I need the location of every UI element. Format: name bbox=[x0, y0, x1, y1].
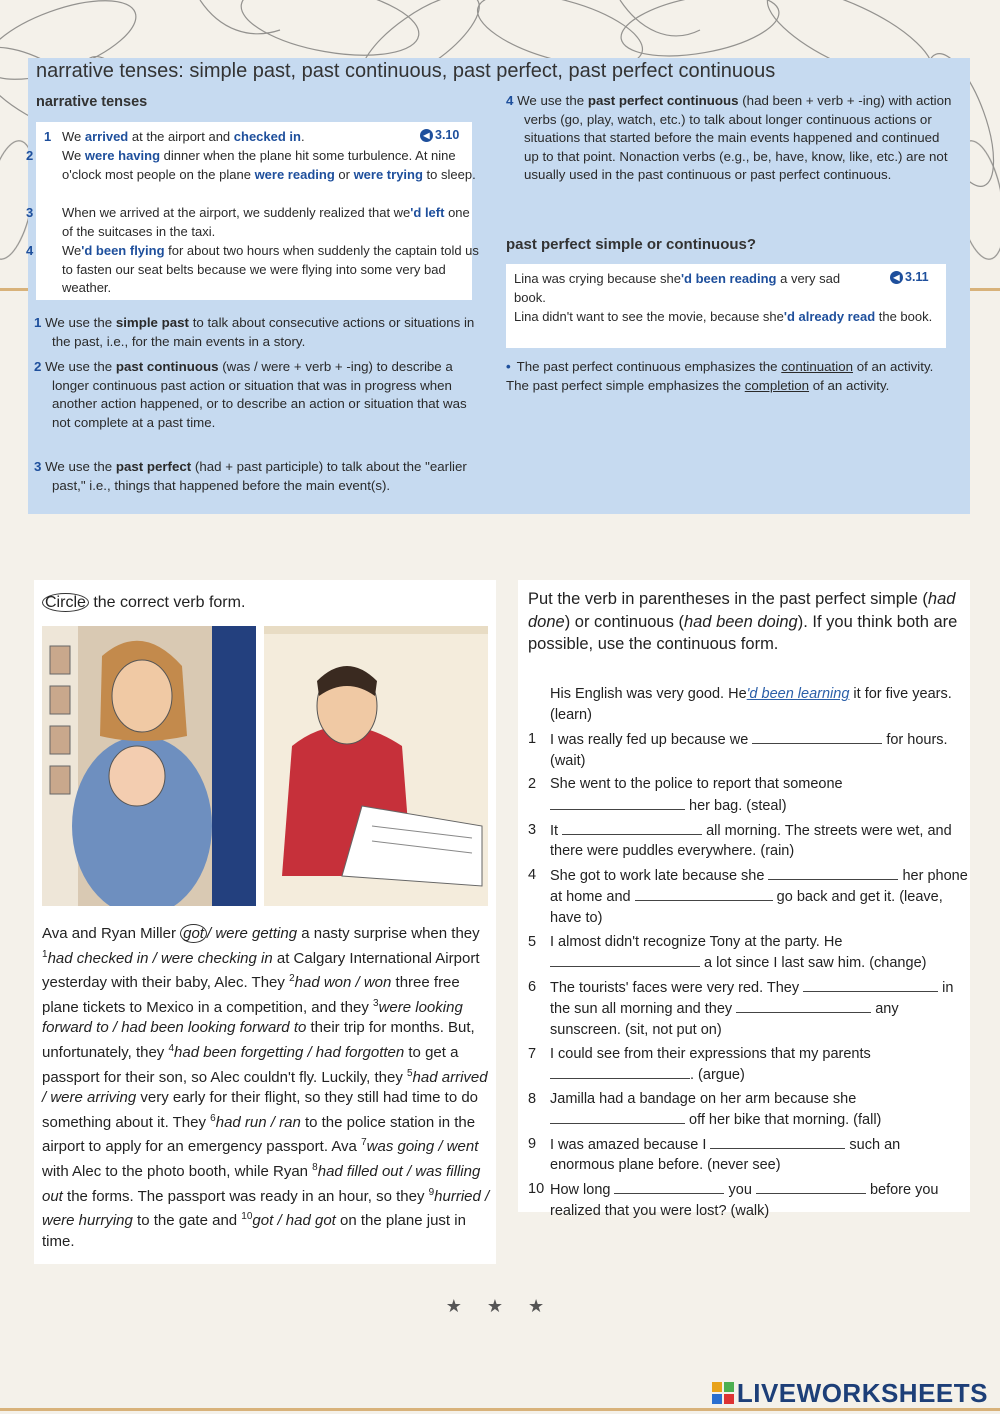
item-superscript: 4 bbox=[168, 1042, 175, 1054]
bullet-text-a: The past perfect continuous emphasizes the bbox=[516, 359, 782, 374]
bullet-underline-2: completion bbox=[744, 377, 810, 393]
story-text: a nasty surprise when they bbox=[297, 925, 480, 942]
example-2a-text-b: a very sad book. bbox=[514, 271, 841, 305]
example-3 bbox=[26, 204, 482, 241]
item-text: How long bbox=[550, 1182, 615, 1199]
story-text: the forms. The passport was ready in an hour, so they bbox=[62, 1187, 429, 1205]
exercise-2-items bbox=[528, 684, 968, 1224]
item-text: I was amazed because I bbox=[550, 1136, 711, 1153]
rule-3-number: 3 bbox=[34, 459, 42, 474]
answer-blank[interactable] bbox=[756, 1179, 866, 1194]
item-text: She went to the police to report that someone bbox=[550, 776, 843, 793]
example-4 bbox=[26, 242, 482, 298]
exercise-2-title-i1: had done bbox=[528, 590, 956, 631]
example-4-text-a: We bbox=[62, 243, 82, 258]
exercise-item-9 bbox=[528, 1134, 968, 1176]
liveworksheets-brand[interactable] bbox=[712, 1378, 988, 1409]
example-item-text-b: it for five years. (learn) bbox=[550, 686, 952, 723]
answer-blank[interactable] bbox=[752, 729, 882, 744]
example-2a-text-a: Lina was crying because she bbox=[514, 271, 681, 286]
answer-blank[interactable] bbox=[736, 998, 871, 1013]
story-text: Ava and Ryan Miller bbox=[42, 925, 181, 942]
example-3-highlight-a: 'd left bbox=[410, 205, 445, 220]
emphasis-bullet bbox=[506, 358, 936, 395]
example-2-number: 2 bbox=[26, 148, 34, 163]
exercise-1-title-rest: the correct verb form. bbox=[88, 594, 246, 611]
example-2-highlight-c: were trying bbox=[353, 166, 423, 182]
exercise-item-2 bbox=[528, 774, 968, 816]
verb-options[interactable]: / were getting bbox=[206, 925, 298, 942]
example-item-text-a: His English was very good. He bbox=[550, 686, 747, 702]
item-superscript: 6 bbox=[210, 1112, 216, 1124]
exercise-2-title bbox=[528, 588, 958, 656]
item-number: 10 bbox=[528, 1181, 545, 1198]
example-2b bbox=[514, 308, 934, 327]
grammar-subtitle: narrative tenses bbox=[36, 94, 148, 110]
example-2-highlight-a: were having bbox=[84, 148, 161, 163]
rule-4-number: 4 bbox=[506, 93, 514, 108]
example-2 bbox=[26, 147, 482, 184]
item-text: I almost didn't recognize Tony at the party. He bbox=[550, 933, 843, 950]
rule-4 bbox=[506, 92, 954, 185]
example-3-text-a: When we arrived at the airport, we suddenly realized that we bbox=[62, 205, 411, 220]
exercise-2-title-i2: had been doing bbox=[683, 612, 798, 631]
verb-options[interactable]: had been forgetting / had forgotten bbox=[174, 1043, 405, 1061]
example-1-highlight-b: checked in bbox=[233, 129, 301, 144]
rule-1-term: simple past bbox=[115, 315, 189, 330]
bullet-dot: • bbox=[506, 359, 511, 374]
item-text: I was really fed up because we bbox=[550, 732, 753, 749]
item-superscript: 9 bbox=[428, 1186, 435, 1198]
example-1-highlight-a: arrived bbox=[84, 129, 129, 144]
verb-options[interactable]: got / had got bbox=[252, 1212, 336, 1230]
example-3-text-b: one of the suitcases in the taxi. bbox=[62, 205, 470, 239]
rule-3-text-b: (had + past participle) to talk about the "earlier past," i.e., things that happened before the main event(s). bbox=[52, 459, 467, 493]
example-2-text-a: We bbox=[62, 148, 85, 163]
example-2a-highlight: 'd been reading bbox=[680, 271, 777, 286]
section-divider-stars: ★ ★ ★ bbox=[445, 1296, 555, 1316]
item-text: go back and get it. (leave, have to) bbox=[550, 889, 943, 926]
item-text: her bag. (steal) bbox=[685, 797, 787, 814]
answer-blank[interactable] bbox=[550, 952, 700, 967]
exercise-item-6 bbox=[528, 977, 968, 1041]
item-superscript: 1 bbox=[42, 948, 48, 960]
story-paragraph bbox=[42, 924, 490, 1252]
item-superscript: 7 bbox=[361, 1137, 367, 1149]
item-text: Jamilla had a bandage on her arm because she bbox=[550, 1090, 857, 1107]
answer-blank[interactable] bbox=[550, 1109, 685, 1124]
item-text: It bbox=[550, 822, 563, 839]
example-2-text-d: to sleep. bbox=[422, 166, 476, 182]
crying-baby bbox=[109, 746, 165, 806]
grammar-title: narrative tenses: simple past, past continuous, past perfect, past perfect continuous bbox=[36, 60, 776, 82]
exercise-2-title-b: ) or continuous ( bbox=[564, 612, 684, 631]
answer-blank[interactable] bbox=[550, 1064, 690, 1079]
speaker-icon[interactable]: ◀ bbox=[420, 129, 433, 142]
item-text: for hours. (wait) bbox=[550, 732, 948, 769]
audio-track-2[interactable] bbox=[890, 270, 929, 284]
exercise-item-7 bbox=[528, 1044, 968, 1086]
exercise-2-title-c: ). If you think both are possible, use the continuous form. bbox=[528, 612, 958, 653]
verb-options[interactable]: were looking forward to / had been looking forward to bbox=[42, 998, 463, 1037]
item-number: 8 bbox=[528, 1090, 537, 1107]
exercise-2-title-a: Put the verb in parentheses in the past perfect simple ( bbox=[528, 590, 928, 608]
exercise-fill-verb bbox=[518, 580, 970, 1219]
story-text: with Alec to the photo booth, while Ryan bbox=[42, 1162, 313, 1180]
bullet-text-b: of an activity. The past perfect simple emphasizes the bbox=[506, 359, 934, 393]
example-2a bbox=[514, 270, 874, 307]
verb-options[interactable]: had filled out / was filling out bbox=[42, 1162, 481, 1205]
item-number: 4 bbox=[528, 866, 537, 883]
item-text: all morning. The streets were wet, and there were puddles everywhere. (rain) bbox=[550, 822, 952, 860]
rule-3-term: past perfect bbox=[115, 459, 192, 474]
exercise-item-10 bbox=[528, 1179, 968, 1221]
item-text: before you realized that you were lost? (walk) bbox=[550, 1182, 939, 1219]
example-1-text-a: We bbox=[62, 129, 85, 144]
example-2b-highlight: 'd already read bbox=[783, 309, 876, 324]
rule-2-term: past continuous bbox=[115, 359, 219, 374]
example-2-text-c: or bbox=[334, 166, 354, 182]
exercise-1-title bbox=[42, 594, 245, 612]
example-4-text-b: for about two hours when suddenly the captain told us to fasten our seat belts because we were flying into some very bad weather. bbox=[62, 243, 479, 295]
liveworksheets-logo-icon bbox=[712, 1382, 734, 1404]
exercise-item-8 bbox=[528, 1089, 968, 1131]
rule-2-text-a: We use the bbox=[45, 359, 116, 374]
verb-options[interactable]: had arrived / were arriving bbox=[42, 1068, 488, 1107]
item-list bbox=[528, 729, 968, 1221]
example-answer: 'd been learning bbox=[746, 686, 850, 702]
item-number: 1 bbox=[528, 731, 537, 748]
rule-4-text-b: (had been + verb + -ing) with action verbs (go, play, watch, etc.) to talk about longer continuous actions or situations that started before the main events happened and continued up to that point. Nonaction verbs (e.g., be, have, know, like, etc.) are not usually used in the past continuous or past perfect continuous. bbox=[524, 93, 952, 182]
story-text: three free plane tickets to Mexico in a competition, and they bbox=[42, 974, 460, 1016]
example-4-number: 4 bbox=[26, 243, 34, 258]
item-text: you bbox=[724, 1182, 756, 1199]
exercise-item-1 bbox=[528, 729, 968, 771]
answer-blank[interactable] bbox=[768, 865, 898, 880]
story-text: to get a passport for their son, so Alec couldn't fly. Luckily, they bbox=[42, 1043, 459, 1086]
item-text: The tourists' faces were very red. They bbox=[550, 979, 804, 996]
item-superscript: 2 bbox=[289, 973, 295, 985]
item-number: 3 bbox=[528, 821, 537, 838]
example-2b-text-a: Lina didn't want to see the movie, because she bbox=[514, 309, 784, 324]
audio-track-1[interactable] bbox=[420, 128, 459, 142]
answer-blank[interactable] bbox=[550, 795, 685, 810]
audio-track-2-label: 3.11 bbox=[905, 270, 929, 284]
example-4-highlight-a: 'd been flying bbox=[81, 243, 165, 258]
item-text: . (argue) bbox=[690, 1067, 745, 1084]
rule-3-text-a: We use the bbox=[45, 459, 116, 474]
exercise-circle-verb bbox=[34, 580, 496, 1264]
example-3-number: 3 bbox=[26, 205, 34, 220]
item-text: off her bike that morning. (fall) bbox=[685, 1112, 882, 1129]
item-text: a lot since I last saw him. (change) bbox=[700, 955, 927, 972]
story-text: at Calgary International Airport yesterday with their baby, Alec. They bbox=[42, 949, 480, 992]
example-item bbox=[528, 684, 968, 725]
item-number: 7 bbox=[528, 1045, 537, 1062]
item-text: I could see from their expressions that my parents bbox=[550, 1045, 871, 1062]
illustration-airport bbox=[42, 626, 488, 906]
item-superscript: 5 bbox=[406, 1067, 413, 1079]
story-text: to the police station in the airport to apply for an emergency passport. Ava bbox=[42, 1113, 476, 1156]
verb-options[interactable]: hurried / were hurrying bbox=[42, 1187, 490, 1230]
rule-2-text-b: (was / were + verb + -ing) to describe a longer continuous past action or situation that was in progress when another action happened, or to describe an action or situation that was not complete at a past time. bbox=[52, 359, 467, 430]
grammar-reference-panel bbox=[28, 58, 970, 514]
rule-2-number: 2 bbox=[34, 359, 42, 374]
item-number: 2 bbox=[528, 776, 537, 793]
answer-blank[interactable] bbox=[803, 977, 938, 992]
answer-blank[interactable] bbox=[562, 820, 702, 835]
example-2-text-b: dinner when the plane hit some turbulence. At nine o'clock most people on the plane bbox=[62, 148, 456, 182]
rule-1-text-a: We use the bbox=[45, 315, 116, 330]
rule-1 bbox=[34, 314, 492, 351]
item-superscript: 10 bbox=[241, 1211, 253, 1223]
story-text: on the plane just in time. bbox=[42, 1212, 466, 1250]
exercise-item-3 bbox=[528, 820, 968, 862]
verb-options[interactable]: had won / won bbox=[294, 974, 392, 992]
rule-4-text-a: We use the bbox=[517, 93, 588, 108]
verb-options[interactable]: had run / ran bbox=[215, 1113, 301, 1131]
item-text: in the sun all morning and they bbox=[550, 979, 954, 1018]
section-heading-2: past perfect simple or continuous? bbox=[506, 236, 757, 253]
example-1-number: 1 bbox=[44, 129, 52, 144]
item-text: She got to work late because she bbox=[550, 867, 769, 884]
example-2-highlight-b: were reading bbox=[254, 166, 335, 182]
circled-example-answer: got bbox=[180, 924, 207, 943]
bullet-text-c: of an activity. bbox=[809, 377, 890, 393]
verb-options[interactable]: was going / went bbox=[366, 1138, 479, 1156]
booth-curtain bbox=[212, 626, 256, 906]
exercise-item-5 bbox=[528, 932, 968, 974]
item-text: such an enormous plane before. (never see) bbox=[550, 1136, 901, 1174]
bullet-underline-1: continuation bbox=[781, 359, 853, 374]
example-2b-text-b: the book. bbox=[875, 309, 933, 324]
rule-1-number: 1 bbox=[34, 315, 42, 330]
exercise-item-4 bbox=[528, 865, 968, 929]
story-text: very early for their flight, so they still had time to do something about it. They bbox=[42, 1089, 479, 1131]
example-1-text-b: at the airport and bbox=[128, 129, 234, 144]
rule-2 bbox=[34, 358, 472, 432]
item-text: any sunscreen. (sit, not put on) bbox=[550, 1001, 899, 1038]
story-text: their trip for months. But, unfortunately, they bbox=[42, 1019, 475, 1061]
rule-1-text-b: to talk about consecutive actions or situations in the past, i.e., for the main events in a story. bbox=[52, 315, 475, 349]
speaker-icon-2[interactable]: ◀ bbox=[890, 271, 903, 284]
rule-4-term: past perfect continuous bbox=[587, 93, 739, 108]
item-superscript: 3 bbox=[373, 997, 379, 1009]
item-superscript: 8 bbox=[312, 1161, 318, 1173]
answer-blank[interactable] bbox=[614, 1179, 724, 1194]
answer-blank[interactable] bbox=[635, 886, 773, 901]
item-number: 5 bbox=[528, 933, 537, 950]
verb-options[interactable]: had checked in / were checking in bbox=[47, 949, 273, 967]
example-1-text-c: . bbox=[300, 129, 305, 144]
item-number: 9 bbox=[528, 1135, 537, 1152]
item-number: 6 bbox=[528, 978, 537, 995]
answer-blank[interactable] bbox=[710, 1134, 845, 1149]
rule-3 bbox=[34, 458, 472, 495]
circle-word: Circle bbox=[42, 593, 89, 612]
brand-text: LIVEWORKSHEETS bbox=[736, 1378, 988, 1408]
example-1 bbox=[44, 128, 404, 147]
item-text: her phone at home and bbox=[550, 867, 968, 906]
story-text: to the gate and bbox=[132, 1212, 242, 1230]
audio-track-1-label: 3.10 bbox=[435, 128, 460, 142]
